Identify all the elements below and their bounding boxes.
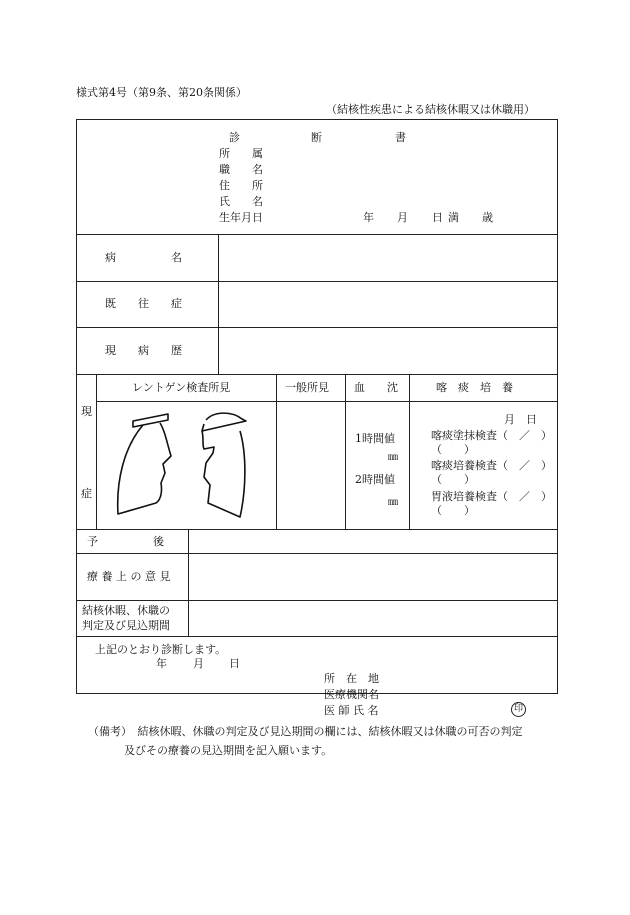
- disease-name-label: 病 名: [105, 251, 182, 264]
- divider: [76, 234, 557, 235]
- prognosis-label: 予 後: [87, 535, 164, 548]
- field-position-label: 職 名: [219, 163, 263, 176]
- general-header: 一般所見: [285, 381, 329, 394]
- birthdate-age: 歳: [482, 211, 493, 224]
- form-number: 様式第4号（第9条、第20条関係）: [76, 86, 247, 99]
- culture-test-name: 胃液培養検査（ ／ ）: [431, 490, 552, 503]
- field-affiliation-label: 所 属: [219, 147, 263, 160]
- symptoms-side-label: 症: [81, 487, 92, 500]
- leave-judgment-label: 判定及び見込期間: [82, 619, 170, 632]
- divider: [76, 600, 557, 601]
- field-name-label: 氏 名: [219, 195, 263, 208]
- field-birthdate-label: 生年月日: [219, 211, 263, 224]
- divider: [76, 636, 557, 637]
- esr-header: 血 沈: [354, 381, 398, 394]
- divider: [76, 374, 557, 375]
- culture-test-result: （ ）: [431, 443, 475, 456]
- birthdate-day: 日: [432, 211, 443, 224]
- divider: [76, 327, 557, 328]
- date-day-label: 日: [229, 657, 240, 670]
- doctor-name-label: 医 師 氏 名: [324, 704, 379, 717]
- seal-icon: 印: [511, 702, 526, 717]
- esr-2hour-label: 2時間値: [355, 473, 395, 486]
- treatment-opinion-label: 療 養 上 の 意 見: [87, 570, 171, 583]
- lungs-diagram-icon: [110, 411, 255, 523]
- diagnosis-statement: 上記のとおり診断します。: [95, 643, 227, 656]
- birthdate-year: 年: [363, 211, 374, 224]
- culture-header: 喀 痰 培 養: [436, 381, 513, 394]
- note-line-2: 及びその療養の見込期間を記入願います。: [124, 744, 333, 757]
- past-history-label: 既 往 症: [105, 297, 182, 310]
- culture-test-result: （ ）: [431, 504, 475, 517]
- esr-unit: ㎜: [388, 452, 398, 463]
- divider: [76, 281, 557, 282]
- divider: [76, 529, 557, 530]
- culture-test-result: （ ）: [431, 473, 475, 486]
- esr-unit: ㎜: [388, 497, 398, 508]
- date-month-label: 月: [193, 657, 204, 670]
- divider: [96, 401, 557, 402]
- birthdate-full: 満: [448, 211, 459, 224]
- date-year-label: 年: [156, 657, 167, 670]
- leave-judgment-label: 結核休暇、休職の: [82, 604, 170, 617]
- field-address-label: 住 所: [219, 179, 263, 192]
- divider: [96, 374, 97, 529]
- culture-test-name: 喀痰培養検査（ ／ ）: [431, 459, 552, 472]
- esr-1hour-label: 1時間値: [355, 432, 395, 445]
- culture-test-name: 喀痰塗抹検査（ ／ ）: [431, 429, 552, 442]
- divider: [218, 234, 219, 374]
- divider: [76, 553, 557, 554]
- divider: [345, 374, 346, 529]
- title-char: 断: [311, 131, 322, 144]
- title-char: 書: [395, 131, 406, 144]
- divider: [409, 374, 410, 529]
- symptoms-side-label: 現: [81, 405, 92, 418]
- note-line-1: （備考） 結核休暇、休職の判定及び見込期間の欄には、結核休暇又は休職の可否の判定: [88, 725, 523, 738]
- present-history-label: 現 病 歴: [105, 344, 182, 357]
- birthdate-month: 月: [397, 211, 408, 224]
- divider: [276, 374, 277, 529]
- clinic-address-label: 所 在 地: [324, 672, 379, 685]
- clinic-name-label: 医療機関名: [324, 688, 379, 701]
- culture-month-day: 月 日: [504, 413, 537, 426]
- title-char: 診: [229, 131, 240, 144]
- xray-header: レントゲン検査所見: [132, 381, 231, 394]
- divider: [188, 529, 189, 636]
- form-purpose: （結核性疾患による結核休暇又は休職用）: [326, 103, 535, 116]
